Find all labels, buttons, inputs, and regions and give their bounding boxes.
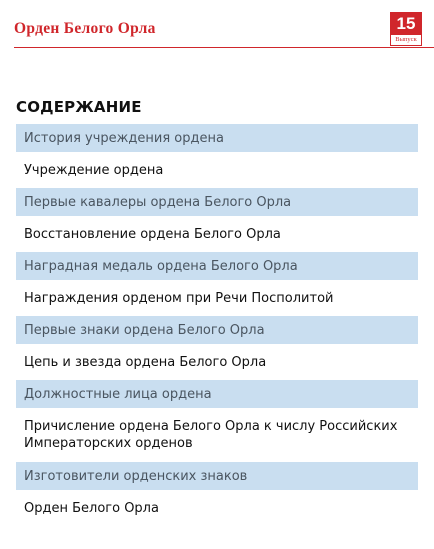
toc-item[interactable]: Должностные лица ордена: [16, 380, 418, 408]
header-divider: [14, 47, 434, 48]
contents-heading: СОДЕРЖАНИЕ: [16, 98, 142, 116]
toc-item[interactable]: Причисление ордена Белого Орла к числу Российских Императорских орденов: [24, 419, 398, 451]
toc-item[interactable]: История учреждения ордена: [16, 124, 418, 152]
toc-item[interactable]: Награждения орденом при Речи Посполитой: [24, 290, 334, 306]
toc-item[interactable]: Изготовители орденских знаков: [16, 462, 418, 490]
issue-number: 15: [391, 13, 421, 35]
table-of-contents: [16, 124, 418, 526]
issue-label: Выпуск: [395, 36, 417, 43]
toc-item[interactable]: Первые знаки ордена Белого Орла: [16, 316, 418, 344]
toc-item[interactable]: Восстановление ордена Белого Орла: [24, 226, 281, 242]
issue-badge: [390, 12, 422, 46]
toc-item[interactable]: Учреждение ордена: [24, 162, 164, 178]
toc-item[interactable]: Наградная медаль ордена Белого Орла: [16, 252, 418, 280]
toc-item[interactable]: Орден Белого Орла: [24, 500, 159, 516]
toc-item[interactable]: Первые кавалеры ордена Белого Орла: [16, 188, 418, 216]
publication-title: Орден Белого Орла: [14, 20, 156, 37]
toc-item[interactable]: Цепь и звезда ордена Белого Орла: [24, 354, 267, 370]
